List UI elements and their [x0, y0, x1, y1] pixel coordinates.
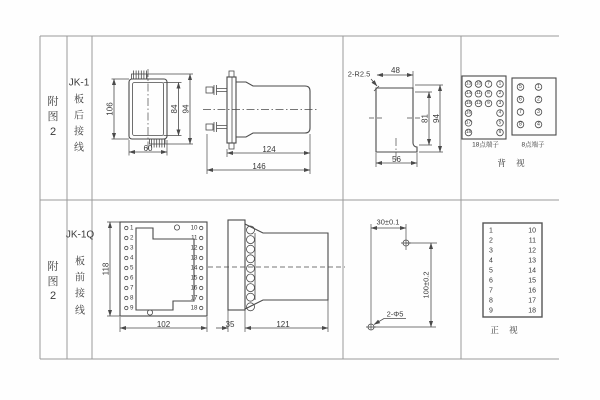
terminal-number: 18	[190, 304, 198, 312]
dim-label-inner-height: 84	[170, 104, 179, 114]
terminal-number: 17	[465, 120, 472, 126]
terminals-8-caption: 8点端子	[521, 141, 545, 149]
terminal-number: 5	[519, 84, 522, 90]
terminal-number: 15	[528, 277, 536, 285]
wiring-label-char: 后	[74, 110, 84, 122]
terminal-number: 2	[537, 96, 540, 103]
dim-label-cutout-bottom-width: 56	[392, 155, 401, 164]
terminal-number: 12	[475, 100, 482, 106]
model-label: JK-1Q	[65, 229, 95, 241]
terminal-number: 3	[537, 109, 540, 115]
terminal-number: 4	[498, 110, 502, 116]
terminal-number: 2	[130, 234, 134, 242]
terminal-number: 11	[191, 234, 198, 242]
dim-label-body-depth: 121	[276, 320, 290, 329]
wiring-label-char: 接	[74, 126, 84, 138]
terminal-number: 13	[190, 254, 198, 262]
terminal-number: 13	[465, 81, 472, 87]
terminal-number: 13	[528, 257, 536, 265]
terminal-number: 9	[487, 100, 490, 106]
terminal-number: 11	[476, 91, 481, 97]
wiring-label-char: 板	[75, 256, 85, 268]
terminal-number: 18	[465, 130, 472, 135]
terminal-number: 1	[537, 84, 540, 90]
model-label: JK-1	[68, 77, 90, 89]
jk1-panel-cutout-drawing	[348, 66, 443, 167]
jk1q-side-drawing	[208, 220, 345, 332]
terminal-number: 16	[190, 284, 198, 292]
wiring-label-char: 板	[74, 94, 84, 106]
back-view-caption: 背 视	[497, 158, 529, 168]
terminal-number: 10	[475, 81, 482, 87]
terminal-number: 5	[489, 267, 493, 275]
terminal-number: 16	[528, 287, 536, 295]
terminal-number: 10	[190, 224, 198, 232]
terminal-number: 7	[487, 81, 490, 87]
fig-label-char: 图	[47, 276, 59, 288]
terminal-number: 12	[190, 244, 198, 252]
dim-label-case-height: 106	[105, 102, 115, 116]
jk1q-terminal-table	[483, 223, 542, 335]
dim-label-case-width: 60	[143, 144, 153, 153]
dim-label-total-length: 146	[252, 162, 266, 171]
fig-label-char: 2	[49, 290, 57, 302]
terminal-number: 4	[489, 257, 493, 265]
terminal-number: 1	[489, 227, 493, 235]
terminal-number: 3	[498, 100, 502, 106]
terminal-number: 8	[489, 297, 493, 305]
terminal-number: 4	[537, 121, 540, 128]
terminals-18-diagram	[462, 76, 506, 149]
terminal-number: 3	[130, 244, 134, 252]
terminals-18-caption: 18点端子	[472, 141, 499, 149]
fig-label-char: 附	[47, 261, 59, 273]
terminal-number: 7	[519, 109, 522, 115]
terminal-number: 5	[130, 264, 134, 272]
terminal-number: 15	[190, 274, 198, 282]
jk1-case-back-drawing	[106, 69, 194, 156]
terminal-number: 10	[528, 227, 536, 235]
wiring-label-char: 前	[75, 272, 85, 284]
jk1-case-side-drawing	[203, 71, 318, 174]
terminal-number: 17	[528, 297, 536, 305]
terminal-number: 6	[519, 96, 522, 103]
terminal-circles-18	[465, 81, 503, 136]
terminal-number: 2	[489, 237, 493, 245]
terminal-number: 18	[528, 307, 536, 315]
fig-label-char: 2	[49, 126, 57, 138]
fig-label-char: 附	[47, 96, 59, 108]
terminal-number: 8	[487, 91, 490, 97]
dim-label-corner-radius: 2-R2.5	[347, 69, 371, 79]
dim-label-cutout-inner-height: 81	[420, 114, 430, 123]
terminal-number: 6	[130, 274, 134, 282]
dim-label-cutout-outer-height: 94	[432, 114, 441, 123]
terminal-number: 12	[528, 247, 536, 255]
terminal-number: 16	[465, 110, 472, 116]
dim-label-front-depth: 35	[225, 320, 235, 329]
terminal-number: 3	[489, 247, 493, 255]
wiring-label-char: 接	[75, 288, 85, 300]
wiring-label-char: 线	[74, 142, 84, 154]
terminal-number: 17	[190, 294, 198, 302]
terminal-number: 6	[489, 277, 493, 285]
dim-label-hole-spacing-x: 30±0.1	[376, 217, 400, 227]
terminal-number: 7	[130, 284, 134, 292]
terminal-number: 1	[130, 224, 134, 232]
terminal-number: 14	[190, 264, 198, 272]
terminal-number: 9	[130, 304, 134, 312]
side-terminal-circles	[247, 226, 255, 311]
terminal-number: 1	[498, 81, 502, 87]
dim-label-outer-height: 94	[181, 104, 191, 114]
row1-header	[48, 78, 90, 154]
wiring-label-char: 线	[75, 305, 85, 317]
terminal-number: 15	[465, 100, 472, 106]
dim-label-hole-spacing-y: 100±0.2	[421, 271, 431, 299]
fig-label-char: 图	[47, 111, 59, 123]
terminal-number: 2	[498, 91, 502, 97]
terminal-number: 9	[489, 307, 493, 315]
dim-label-cutout-top-width: 48	[391, 66, 400, 75]
jk1q-front-panel-drawing	[102, 222, 208, 332]
terminal-number: 5	[498, 120, 502, 126]
terminal-number: 4	[130, 254, 134, 262]
jk1q-drill-plan-drawing	[366, 218, 437, 331]
dim-label-panel-height: 118	[101, 262, 111, 276]
dim-label-panel-width: 102	[156, 320, 171, 329]
terminal-number: 14	[528, 267, 536, 275]
terminal-number: 11	[528, 237, 536, 245]
terminal-number: 7	[489, 287, 493, 295]
terminal-number: 8	[130, 294, 134, 302]
terminal-number: 14	[465, 91, 472, 97]
row2-header	[48, 230, 95, 317]
front-view-caption: 正 视	[490, 325, 522, 335]
terminal-number: 8	[519, 121, 522, 128]
dim-label-hole-diameter: 2-Φ5	[386, 309, 404, 319]
dim-label-body-length: 124	[262, 145, 276, 154]
terminal-number: 6	[498, 130, 502, 135]
